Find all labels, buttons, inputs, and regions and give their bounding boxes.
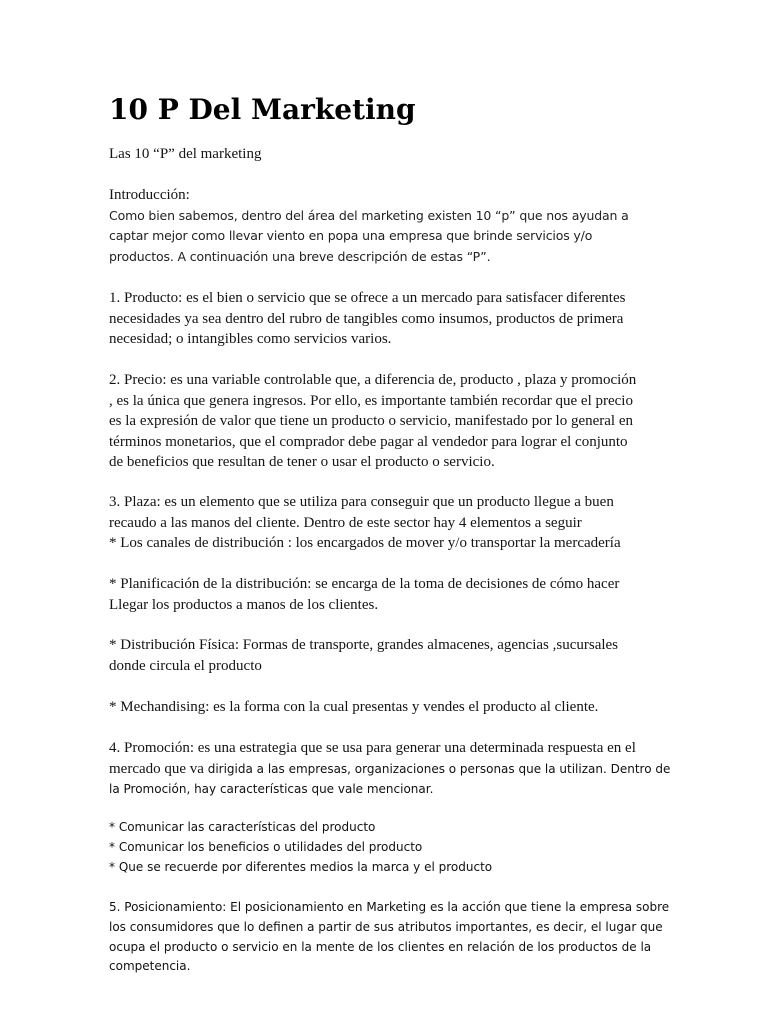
plaza-line: 3. Plaza: es un elemento que se utiliza para conseguir que un producto llegue a buen xyxy=(109,494,614,510)
section-distribucion-fisica xyxy=(109,635,618,676)
promocion-bullet-list xyxy=(109,818,492,877)
section-planificacion xyxy=(109,574,619,615)
posicionamiento-line: los consumidores que lo definen a partir de sus atributos importantes, es decir, el lugar que xyxy=(109,919,663,934)
merchandising-line: * Mechandising: es la forma con la cual presentas y vendes el producto al cliente. xyxy=(109,699,599,715)
intro-heading: Introducción: xyxy=(109,187,190,203)
planificacion-line: * Planificación de la distribución: se encarga de la toma de decisiones de cómo hacer xyxy=(109,576,620,592)
subtitle xyxy=(109,144,261,165)
intro-line: captar mejor como llevar viento en popa una empresa que brinde servicios y/o xyxy=(109,228,593,244)
plaza-line: * Los canales de distribución : los encargados de mover y/o transportar la mercadería xyxy=(109,535,621,552)
list-item: * Comunicar los beneficios o utilidades del producto xyxy=(109,839,423,854)
promocion-line: la Promoción, hay características que vale mencionar. xyxy=(109,782,434,797)
list-item: * Comunicar las características del producto xyxy=(109,820,376,834)
intro-section xyxy=(109,185,629,267)
precio-line: términos monetarios, que el comprador debe pagar al vendedor para lograr el conjunto xyxy=(109,433,628,450)
producto-line: necesidades ya sea dentro del rubro de tangibles como insumos, productos de primera xyxy=(109,310,624,327)
promocion-sans-part: dirigida a las empresas, organizaciones o personas que la utilizan. Dentro de xyxy=(207,761,671,776)
posicionamiento-line: ocupa el producto o servicio en la mente de los clientes en relación de los productos de la xyxy=(109,939,652,954)
intro-line: Como bien sabemos, dentro del área del marketing existen 10 “p” que nos ayudan a xyxy=(109,207,629,223)
posicionamiento-line: 5. Posicionamiento: El posicionamiento en Marketing es la acción que tiene la empresa sobre xyxy=(109,900,670,914)
page-title: 10 P Del Marketing xyxy=(109,93,416,126)
list-item: * Que se recuerde por diferentes medios la marca y el producto xyxy=(109,859,493,874)
precio-line: de beneficios que resultan de tener o usar el producto o servicio. xyxy=(109,454,495,471)
precio-line: es la expresión de valor que tiene un producto o servicio, manifestado por lo general en xyxy=(109,413,633,430)
promocion-serif-part: mercado que va xyxy=(109,760,208,777)
producto-line: necesidad; o intangibles como servicios varios. xyxy=(109,331,392,348)
plaza-line: recaudo a las manos del cliente. Dentro de este sector hay 4 elementos a seguir xyxy=(109,514,582,531)
section-plaza xyxy=(109,492,621,554)
intro-line: productos. A continuación una breve descripción de estas “P”. xyxy=(109,248,491,264)
section-merchandising xyxy=(109,697,598,718)
distribucion-line: * Distribución Física: Formas de transporte, grandes almacenes, agencias ,sucursales xyxy=(109,637,619,653)
promocion-line: 4. Promoción: es una estrategia que se usa para generar una determinada respuesta en el xyxy=(109,740,636,756)
planificacion-line: Llegar los productos a manos de los clientes. xyxy=(109,596,379,613)
section-producto xyxy=(109,288,625,350)
precio-line: 2. Precio: es una variable controlable que, a diferencia de, producto , plaza y promoción xyxy=(109,372,637,388)
posicionamiento-line: competencia. xyxy=(109,959,191,974)
subtitle-text: Las 10 “P” del marketing xyxy=(109,146,262,162)
precio-line: , es la única que genera ingresos. Por ello, es importante también recordar que el precio xyxy=(109,392,633,409)
section-promocion xyxy=(109,738,670,800)
producto-line: 1. Producto: es el bien o servicio que se ofrece a un mercado para satisfacer diferentes xyxy=(109,290,626,306)
section-precio xyxy=(109,370,636,473)
promocion-line-mixed xyxy=(109,759,670,780)
section-posicionamiento xyxy=(109,898,669,977)
distribucion-line: donde circula el producto xyxy=(109,657,262,674)
